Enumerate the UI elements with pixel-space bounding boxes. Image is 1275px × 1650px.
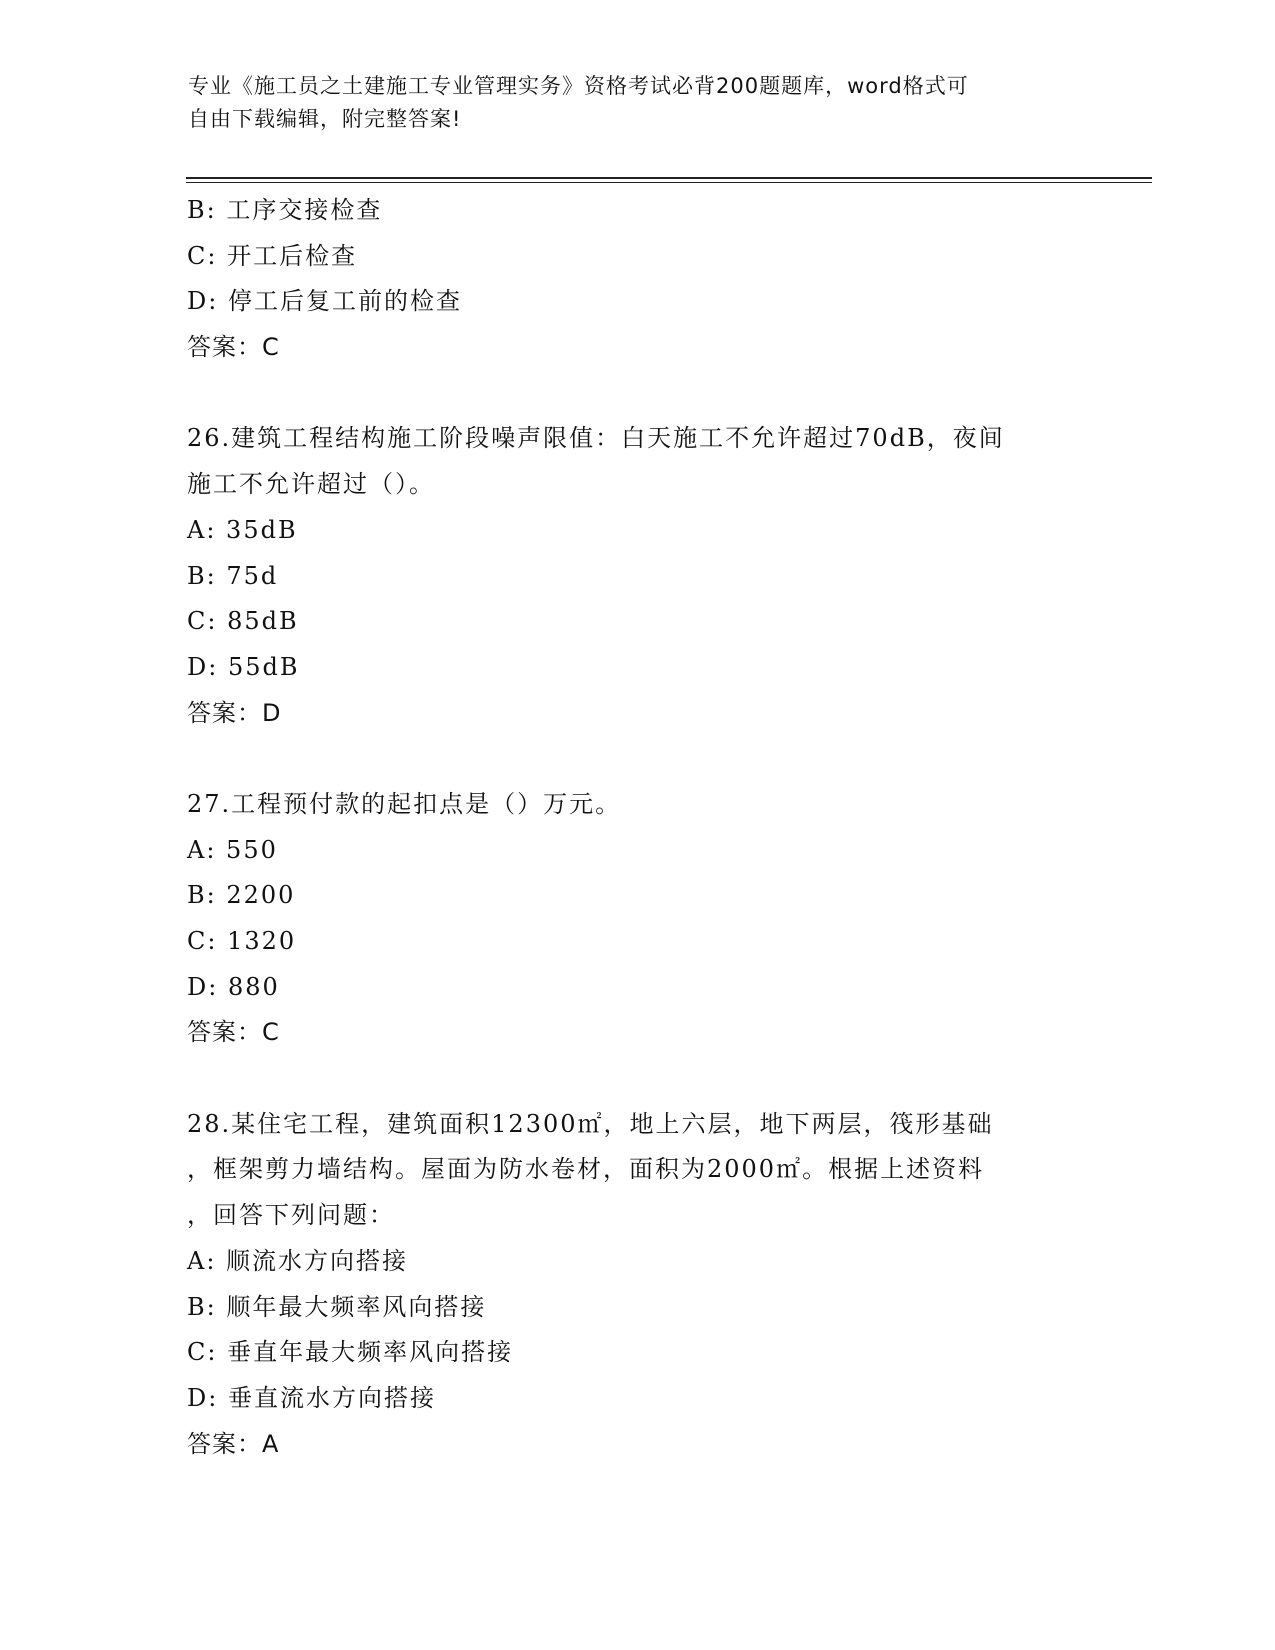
question-stem: ，框架剪力墙结构。屋面为防水卷材，面积为2000㎡。根据上述资料: [187, 1155, 985, 1184]
question-stem: 26.建筑工程结构施工阶段噪声限值：白天施工不允许超过70dB，夜间: [187, 424, 1005, 453]
option-a: A: 35dB: [187, 515, 298, 544]
header-line-2: 自由下载编辑，附完整答案!: [188, 107, 462, 131]
option-b: B: 顺年最大频率风向搭接: [187, 1292, 487, 1321]
question-stem: 施工不允许超过（）。: [187, 470, 435, 499]
answer: 答案：C: [187, 333, 280, 362]
question-stem: 28.某住宅工程，建筑面积12300㎡，地上六层，地下两层，筏形基础: [187, 1109, 994, 1138]
header-divider: [186, 177, 1152, 183]
option-b: B: 2200: [187, 881, 296, 910]
option-a: A: 顺流水方向搭接: [187, 1246, 409, 1275]
option-d: D: 停工后复工前的检查: [187, 287, 462, 316]
question-28: [187, 1102, 1087, 1468]
option-d: D: 880: [187, 972, 280, 1001]
question-stem: 27.工程预付款的起扣点是（）万元。: [187, 789, 622, 818]
option-c: C: 垂直年最大频率风向搭接: [187, 1338, 514, 1367]
option-d: D: 55dB: [187, 652, 300, 681]
header-line-1: 专业《施工员之土建施工专业管理实务》资格考试必背200题题库，word格式可: [188, 74, 969, 98]
option-c: C: 85dB: [187, 607, 299, 636]
option-b: B: 工序交接检查: [187, 196, 383, 224]
continued-question: [187, 188, 1087, 371]
spacer: [187, 371, 1087, 417]
question-26: [187, 416, 1087, 736]
question-list: [187, 188, 1087, 1467]
question-27: [187, 782, 1087, 1056]
option-b: B: 75d: [187, 561, 279, 590]
option-c: C: 1320: [187, 927, 297, 955]
document-header: [188, 70, 1068, 136]
answer: 答案：D: [187, 698, 282, 727]
answer: 答案：C: [187, 1018, 280, 1047]
option-c: C: 开工后检查: [187, 241, 358, 270]
answer: 答案：A: [187, 1429, 280, 1458]
option-a: A: 550: [187, 835, 278, 864]
spacer: [187, 1056, 1087, 1102]
option-d: D: 垂直流水方向搭接: [187, 1383, 436, 1412]
question-stem: ，回答下列问题：: [187, 1201, 395, 1230]
spacer: [187, 736, 1087, 782]
